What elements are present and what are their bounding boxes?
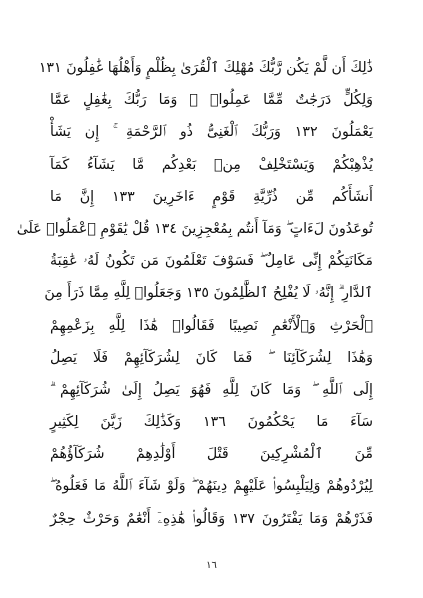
text-line: تُوعَدُونَ لَءَاتٍ ۖ وَمَآ أَنتُم بِمُعْجِزِينَ ١٣٤ قُلْ يَٰقَوْمِ ٱعْمَلُوا۟ عَلَىٰ xyxy=(16,220,373,237)
text-line: ٱلْحَرْثِ وَٱلْأَنْعَٰمِ نَصِيبًا فَقَالُوا۟ هَٰذَا لِلَّهِ بِزَعْمِهِمْ xyxy=(50,317,373,334)
text-line: ذَٰلِكَ أَن لَّمْ يَكُن رَّبُّكَ مُهْلِكَ ٱلْقُرَىٰ بِظُلْمٍ وَأَهْلُهَا غَٰفِلُونَ ١٣١ xyxy=(38,60,373,76)
verse-text-block xyxy=(16,52,373,535)
text-line: لِيُرْدُوهُمْ وَلِيَلْبِسُوا۟ عَلَيْهِمْ دِينَهُمْ ۖ وَلَوْ شَآءَ ٱللَّهُ مَا فَعَلُوهُ ۖ xyxy=(50,478,373,495)
text-line: مِّنَ ٱلْمُشْرِكِينَ قَتْلَ أَوْلَٰدِهِمْ شُرَكَآؤُهُمْ xyxy=(50,446,373,463)
text-line: وَلِكُلٍّ دَرَجَٰتٌ مِّمَّا عَمِلُوا۟ ۚ وَمَا رَبُّكَ بِغَٰفِلٍ عَمَّا xyxy=(50,92,373,109)
page-number: ١٦ xyxy=(206,560,217,571)
text-line: وَهَٰذَا لِشُرَكَآئِنَا ۖ فَمَا كَانَ لِشُرَكَآئِهِمْ فَلَا يَصِلُ xyxy=(50,349,373,366)
text-line: فَذَرْهُمْ وَمَا يَفْتَرُونَ ١٣٧ وَقَالُوا۟ هَٰذِهِۦٓ أَنْعَٰمٌ وَحَرْثٌ حِجْرٌ xyxy=(50,510,373,527)
text-line: إِلَى ٱللَّهِ ۖ وَمَا كَانَ لِلَّهِ فَهُوَ يَصِلُ إِلَىٰ شُرَكَآئِهِمْ ۗ xyxy=(50,381,373,398)
text-line: يَعْمَلُونَ ١٣٢ وَرَبُّكَ ٱلْغَنِىُّ ذُو ٱلرَّحْمَةِ ۚ إِن يَشَأْ xyxy=(50,124,373,141)
text-line: ٱلدَّارِ ۗ إِنَّهُۥ لَا يُفْلِحُ ٱلظَّٰلِمُونَ ١٣٥ وَجَعَلُوا۟ لِلَّهِ مِمَّا ذَرَأَ مِنَ xyxy=(44,285,373,302)
text-line: مَكَانَتِكُمْ إِنِّى عَامِلٌ ۖ فَسَوْفَ تَعْلَمُونَ مَن تَكُونُ لَهُۥ عَٰقِبَةُ xyxy=(50,253,373,270)
text-line: سَآءَ مَا يَحْكُمُونَ ١٣٦ وَكَذَٰلِكَ زَيَّنَ لِكَثِيرٍ xyxy=(50,414,373,431)
text-line: أَنشَأَكُم مِّن ذُرِّيَّةِ قَوْمٍ ءَاخَرِينَ ١٣٣ إِنَّ مَا xyxy=(50,188,373,205)
text-line: يُذْهِبْكُمْ وَيَسْتَخْلِفْ مِنۢ بَعْدِكُم مَّا يَشَآءُ كَمَآ xyxy=(50,156,373,173)
